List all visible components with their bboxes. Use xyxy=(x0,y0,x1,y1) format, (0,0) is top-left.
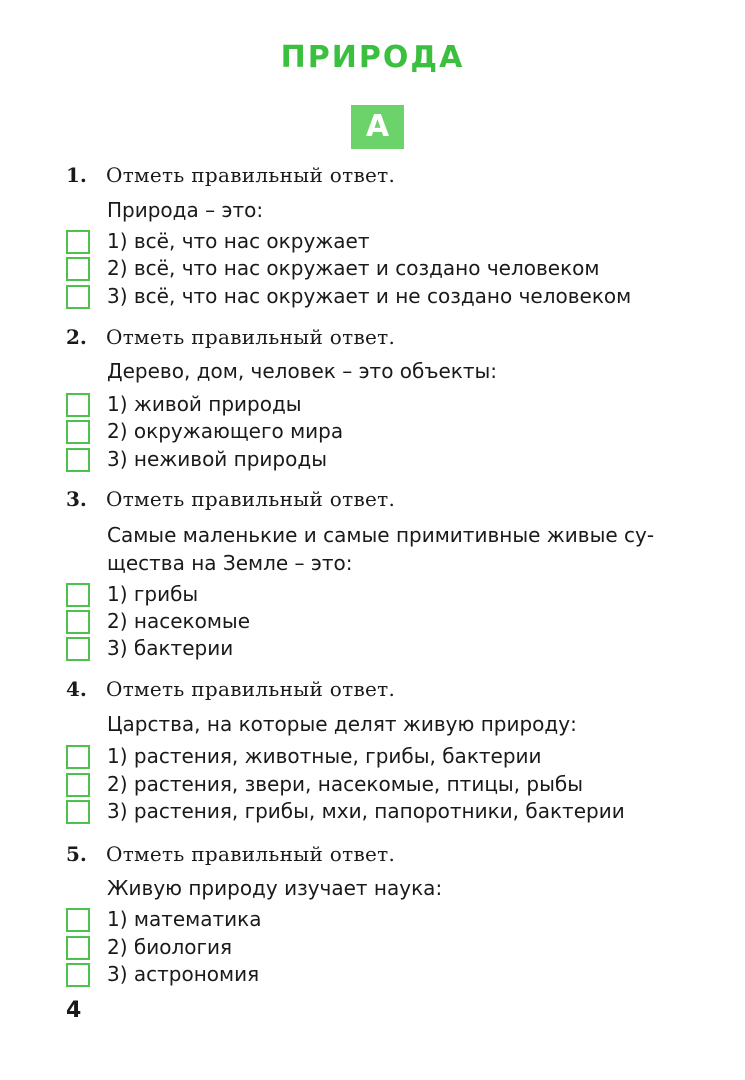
answer-checkbox[interactable] xyxy=(66,285,90,309)
answer-option[interactable] xyxy=(0,580,745,608)
answer-label: 3) всё, что нас окружает и не создано человеком xyxy=(107,284,632,308)
answer-option[interactable] xyxy=(0,797,745,825)
answer-option[interactable] xyxy=(0,445,745,473)
answer-option[interactable] xyxy=(0,607,745,635)
question-instruction: Отметь правильный ответ. xyxy=(106,842,396,866)
answer-option[interactable] xyxy=(0,960,745,988)
answer-label: 2) всё, что нас окружает и создано человеком xyxy=(107,256,600,280)
page-title: ПРИРОДА xyxy=(280,40,465,75)
answer-checkbox[interactable] xyxy=(66,393,90,417)
answer-option[interactable] xyxy=(0,282,745,310)
answer-checkbox[interactable] xyxy=(66,610,90,634)
question-instruction: Отметь правильный ответ. xyxy=(106,487,396,511)
answer-label: 3) растения, грибы, мхи, папоротники, бактерии xyxy=(107,799,625,823)
question-number: 2. xyxy=(66,325,87,349)
question-text: Царства, на которые делят живую природу: xyxy=(107,712,577,736)
answer-checkbox[interactable] xyxy=(66,583,90,607)
question-instruction: Отметь правильный ответ. xyxy=(106,677,396,701)
answer-checkbox[interactable] xyxy=(66,908,90,932)
page-number: 4 xyxy=(66,998,82,1023)
question-number: 3. xyxy=(66,487,87,511)
question-number: 5. xyxy=(66,842,87,866)
question-text: Природа – это: xyxy=(107,198,264,222)
question-number: 4. xyxy=(66,677,87,701)
answer-option[interactable] xyxy=(0,227,745,255)
answer-label: 1) растения, животные, грибы, бактерии xyxy=(107,744,542,768)
question-text: щества на Земле – это: xyxy=(107,551,353,575)
answer-option[interactable] xyxy=(0,742,745,770)
answer-option[interactable] xyxy=(0,390,745,418)
answer-label: 2) растения, звери, насекомые, птицы, рыбы xyxy=(107,772,584,796)
answer-checkbox[interactable] xyxy=(66,420,90,444)
variant-badge: А xyxy=(351,105,404,149)
question-instruction: Отметь правильный ответ. xyxy=(106,325,396,349)
answer-option[interactable] xyxy=(0,770,745,798)
answer-checkbox[interactable] xyxy=(66,773,90,797)
answer-option[interactable] xyxy=(0,254,745,282)
question-text: Дерево, дом, человек – это объекты: xyxy=(107,359,498,383)
answer-label: 2) насекомые xyxy=(107,609,251,633)
answer-checkbox[interactable] xyxy=(66,448,90,472)
answer-label: 1) грибы xyxy=(107,582,199,606)
answer-label: 1) живой природы xyxy=(107,392,302,416)
answer-option[interactable] xyxy=(0,905,745,933)
answer-option[interactable] xyxy=(0,933,745,961)
question-number: 1. xyxy=(66,163,87,187)
answer-option[interactable] xyxy=(0,634,745,662)
answer-checkbox[interactable] xyxy=(66,936,90,960)
answer-label: 2) окружающего мира xyxy=(107,419,344,443)
answer-label: 3) бактерии xyxy=(107,636,234,660)
answer-checkbox[interactable] xyxy=(66,637,90,661)
answer-label: 1) всё, что нас окружает xyxy=(107,229,370,253)
answer-checkbox[interactable] xyxy=(66,963,90,987)
answer-checkbox[interactable] xyxy=(66,230,90,254)
answer-label: 3) неживой природы xyxy=(107,447,327,471)
answer-label: 1) математика xyxy=(107,907,262,931)
question-instruction: Отметь правильный ответ. xyxy=(106,163,396,187)
question-header xyxy=(66,487,395,511)
question-header xyxy=(66,677,395,701)
answer-label: 2) биология xyxy=(107,935,233,959)
question-header xyxy=(66,163,395,187)
question-text: Самые маленькие и самые примитивные живые су- xyxy=(107,523,655,547)
answer-checkbox[interactable] xyxy=(66,745,90,769)
answer-checkbox[interactable] xyxy=(66,257,90,281)
answer-label: 3) астрономия xyxy=(107,962,260,986)
question-header xyxy=(66,842,395,866)
answer-checkbox[interactable] xyxy=(66,800,90,824)
question-text: Живую природу изучает наука: xyxy=(107,876,443,900)
answer-option[interactable] xyxy=(0,417,745,445)
question-header xyxy=(66,325,395,349)
